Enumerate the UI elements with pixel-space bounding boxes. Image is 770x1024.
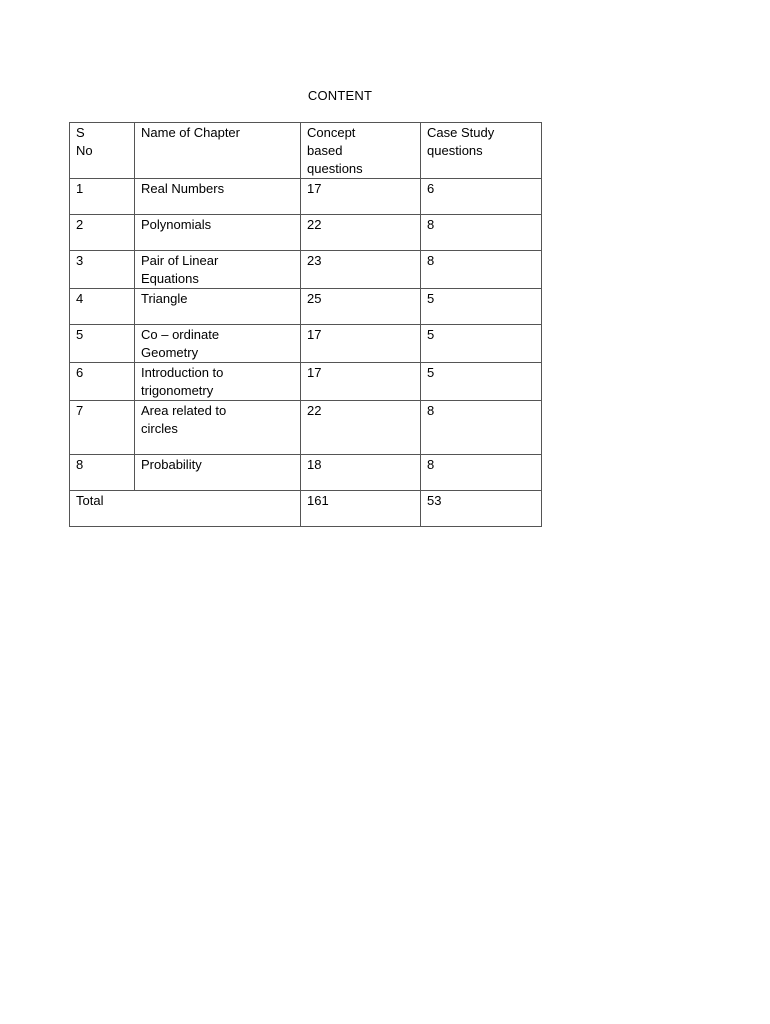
cell-concept: 25 [301,289,421,325]
cell-case-study: 5 [421,325,542,363]
page-title: CONTENT [307,88,373,103]
header-sno: S No [70,123,135,179]
cell-case-study: 8 [421,401,542,455]
cell-sno: 8 [70,455,135,491]
cell-concept: 17 [301,179,421,215]
table-row [70,363,542,401]
cell-sno: 6 [70,363,135,401]
cell-chapter-text: Pair of Linear Equations [141,253,219,286]
cell-chapter: Polynomials [135,215,301,251]
cell-concept: 17 [301,325,421,363]
cell-sno: 4 [70,289,135,325]
cell-chapter [135,325,301,363]
cell-sno: 1 [70,179,135,215]
cell-sno: 2 [70,215,135,251]
table-row [70,401,542,455]
cell-chapter-text: Co – ordinate Geometry [141,327,220,360]
table-total-row [70,491,542,527]
cell-chapter: Real Numbers [135,179,301,215]
cell-case-study: 8 [421,251,542,289]
cell-chapter: Area related to circles [135,401,301,455]
cell-chapter-text: Introduction to trigonometry [141,365,224,398]
content-table [69,122,542,527]
cell-concept: 22 [301,401,421,455]
table-row [70,289,542,325]
table-row [70,325,542,363]
table-header-row [70,123,542,179]
cell-case-study: 5 [421,363,542,401]
header-chapter: Name of Chapter [135,123,301,179]
cell-sno: 7 [70,401,135,455]
cell-case-study: 8 [421,215,542,251]
cell-concept: 18 [301,455,421,491]
cell-chapter: Probability [135,455,301,491]
header-case-study: Case Study questions [421,123,542,179]
table-row [70,251,542,289]
table-row [70,455,542,491]
cell-sno: 5 [70,325,135,363]
cell-chapter [135,363,301,401]
cell-concept: 22 [301,215,421,251]
total-label: Total [70,491,301,527]
total-case-study: 53 [421,491,542,527]
cell-concept: 23 [301,251,421,289]
header-concept: Concept based questions [301,123,421,179]
cell-case-study: 5 [421,289,542,325]
cell-chapter: Triangle [135,289,301,325]
cell-concept: 17 [301,363,421,401]
table-row [70,179,542,215]
cell-case-study: 6 [421,179,542,215]
table-row [70,215,542,251]
cell-case-study: 8 [421,455,542,491]
cell-sno: 3 [70,251,135,289]
total-concept: 161 [301,491,421,527]
cell-chapter [135,251,301,289]
